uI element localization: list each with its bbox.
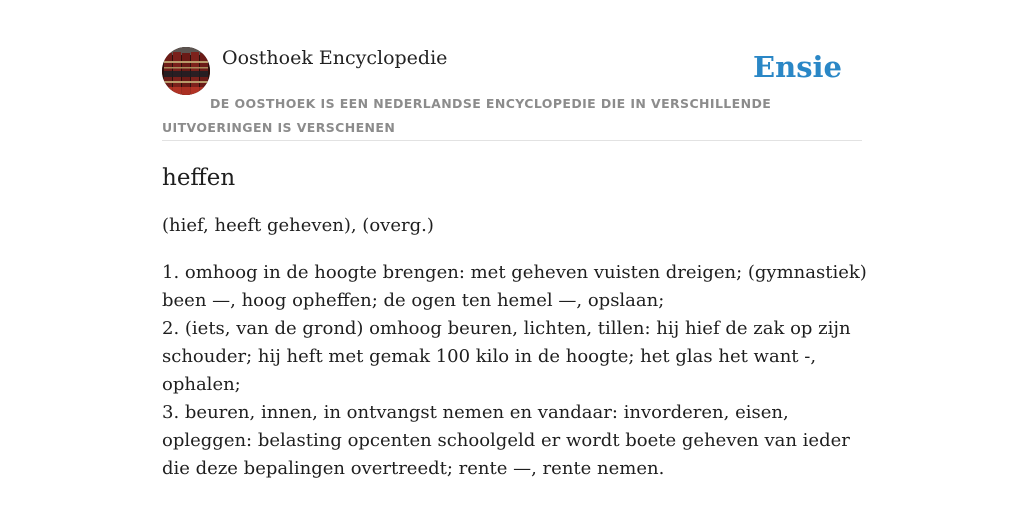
entry-content bbox=[162, 160, 867, 483]
entry-definition bbox=[162, 259, 867, 483]
source-title[interactable]: Oosthoek Encyclopedie bbox=[222, 47, 448, 69]
brand-logo[interactable]: Ensie bbox=[753, 50, 842, 84]
entry-grammar: (hief, heeft geheven), (overg.) bbox=[162, 215, 434, 236]
definition-sense-3: 3. beuren, innen, in ontvangst nemen en vandaar: invorderen, eisen, opleggen: belasting opcenten schoolgeld er wordt boete geheven van ieder die deze bepalingen overtreedt; rente —, rente nemen. bbox=[162, 402, 850, 479]
definition-sense-2: 2. (iets, van de grond) omhoog beuren, lichten, tillen: hij hief de zak op zijn schouder; hij heft met gemak 100 kilo in de hoogte; het glas het want -, ophalen; bbox=[162, 318, 851, 395]
entry-headword: heffen bbox=[162, 165, 236, 191]
source-description: DE OOSTHOEK IS EEN NEDERLANDSE ENCYCLOPEDIE DIE IN VERSCHILLENDE UITVOERINGEN IS VERSCHENEN bbox=[162, 96, 772, 135]
encyclopedia-books-icon bbox=[162, 47, 210, 95]
definition-sense-1: 1. omhoog in de hoogte brengen: met geheven vuisten dreigen; (gymnastiek) been —, hoog opheffen; de ogen ten hemel —, opslaan; bbox=[162, 262, 867, 311]
source-header bbox=[162, 46, 862, 141]
source-avatar[interactable] bbox=[162, 47, 210, 95]
